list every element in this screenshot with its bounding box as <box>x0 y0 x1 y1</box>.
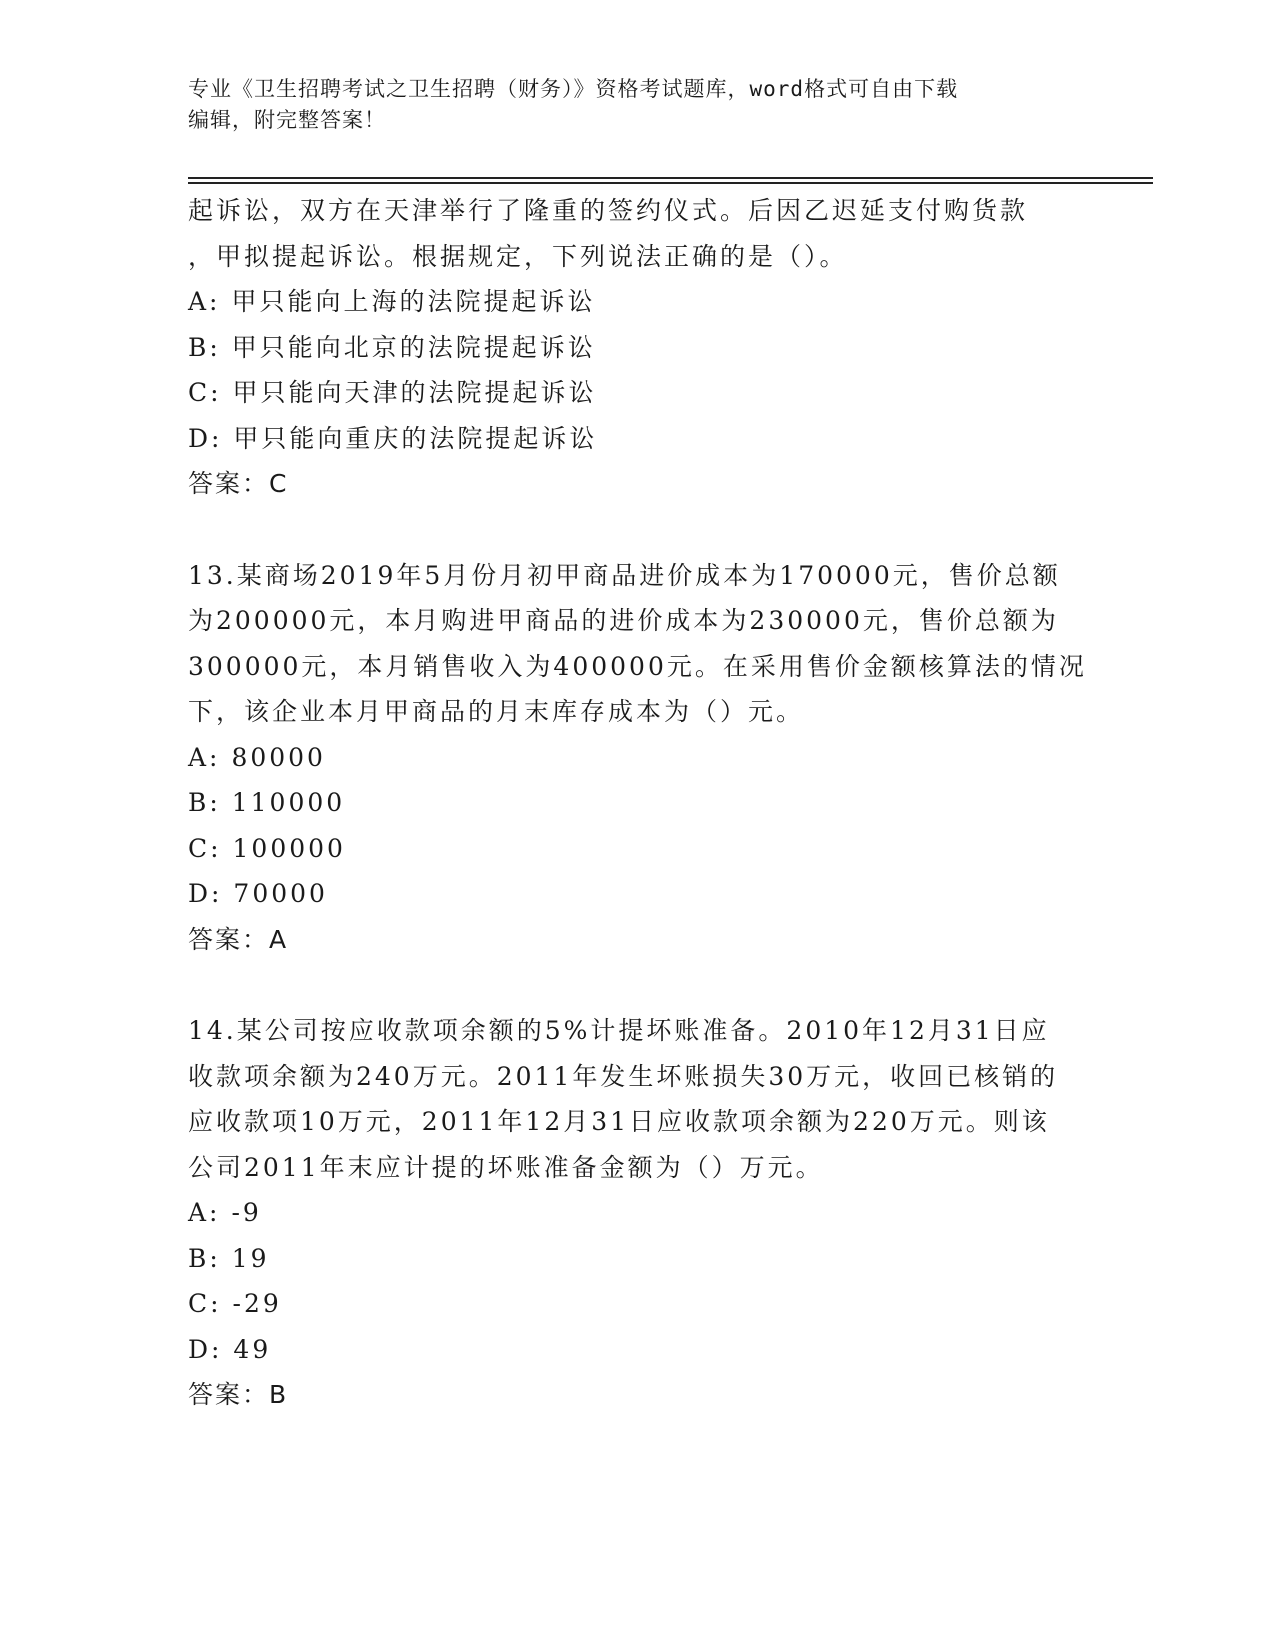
option-text: -29 <box>232 1289 282 1318</box>
header-line-2: 编辑，附完整答案！ <box>188 108 386 132</box>
option-b <box>188 780 1088 826</box>
option-label: B: <box>188 332 221 362</box>
option-d <box>188 416 1088 462</box>
option-text: 49 <box>233 1334 272 1364</box>
option-label: D: <box>188 423 223 453</box>
question-block <box>188 553 1088 963</box>
option-text: 甲只能向重庆的法院提起诉讼 <box>233 423 598 453</box>
option-b <box>188 1236 1088 1282</box>
option-label: C: <box>188 1289 222 1318</box>
option-b <box>188 325 1088 371</box>
option-c <box>188 826 1088 872</box>
option-text: -9 <box>231 1198 262 1227</box>
question-stem-line: 应收款项10万元，2011年12月31日应收款项余额为220万元。则该 <box>188 1107 1050 1136</box>
option-text: 70000 <box>233 879 328 908</box>
option-a <box>188 735 1088 781</box>
question-stem-line: 13.某商场2019年5月份月初甲商品进价成本为170000元，售价总额 <box>188 560 1061 590</box>
option-a <box>188 1190 1088 1236</box>
option-a <box>188 279 1088 325</box>
question-stem-line: 收款项余额为240万元。2011年发生坏账损失30万元，收回已核销的 <box>188 1061 1059 1091</box>
question-stem-line: 起诉讼，双方在天津举行了隆重的签约仪式。后因乙迟延支付购货款 <box>188 196 1029 225</box>
question-stem-line: 14.某公司按应收款项余额的5%计提坏账准备。2010年12月31日应 <box>188 1016 1050 1045</box>
option-label: A: <box>188 742 221 772</box>
option-text: 80000 <box>231 742 326 772</box>
option-text: 110000 <box>231 788 346 817</box>
option-text: 甲只能向北京的法院提起诉讼 <box>231 332 596 362</box>
question-block <box>188 1008 1088 1418</box>
question-stem-line: 公司2011年末应计提的坏账准备金额为（）万元。 <box>188 1152 824 1182</box>
option-label: B: <box>188 788 221 817</box>
answer-line: 答案：A <box>188 924 289 954</box>
option-c <box>188 370 1088 416</box>
question-list <box>188 188 1088 1464</box>
option-label: C: <box>188 833 222 863</box>
answer-line: 答案：B <box>188 1380 289 1409</box>
page-header <box>188 74 1088 136</box>
question-stem-line: 下，该企业本月甲商品的月末库存成本为（）元。 <box>188 697 805 726</box>
answer-line: 答案：C <box>188 469 289 498</box>
option-text: 甲只能向天津的法院提起诉讼 <box>232 378 597 407</box>
option-label: D: <box>188 1334 223 1364</box>
header-divider-top <box>188 177 1153 179</box>
option-d <box>188 871 1088 917</box>
option-label: D: <box>188 879 223 908</box>
question-block <box>188 188 1088 507</box>
header-divider-bottom <box>188 182 1153 184</box>
option-text: 甲只能向上海的法院提起诉讼 <box>231 287 596 316</box>
question-stem-line: 为200000元，本月购进甲商品的进价成本为230000元，售价总额为 <box>188 606 1059 635</box>
option-label: A: <box>188 1198 221 1227</box>
question-stem-line: 300000元，本月销售收入为400000元。在采用售价金额核算法的情况 <box>188 651 1087 681</box>
option-label: C: <box>188 378 222 407</box>
option-c <box>188 1281 1088 1327</box>
option-label: B: <box>188 1243 221 1273</box>
option-d <box>188 1327 1088 1373</box>
option-label: A: <box>188 287 221 316</box>
option-text: 100000 <box>232 833 346 863</box>
question-stem-line: ，甲拟提起诉讼。根据规定，下列说法正确的是（）。 <box>188 241 848 271</box>
header-line-1: 专业《卫生招聘考试之卫生招聘（财务）》资格考试题库，word格式可自由下载 <box>188 77 959 101</box>
option-text: 19 <box>231 1243 270 1273</box>
